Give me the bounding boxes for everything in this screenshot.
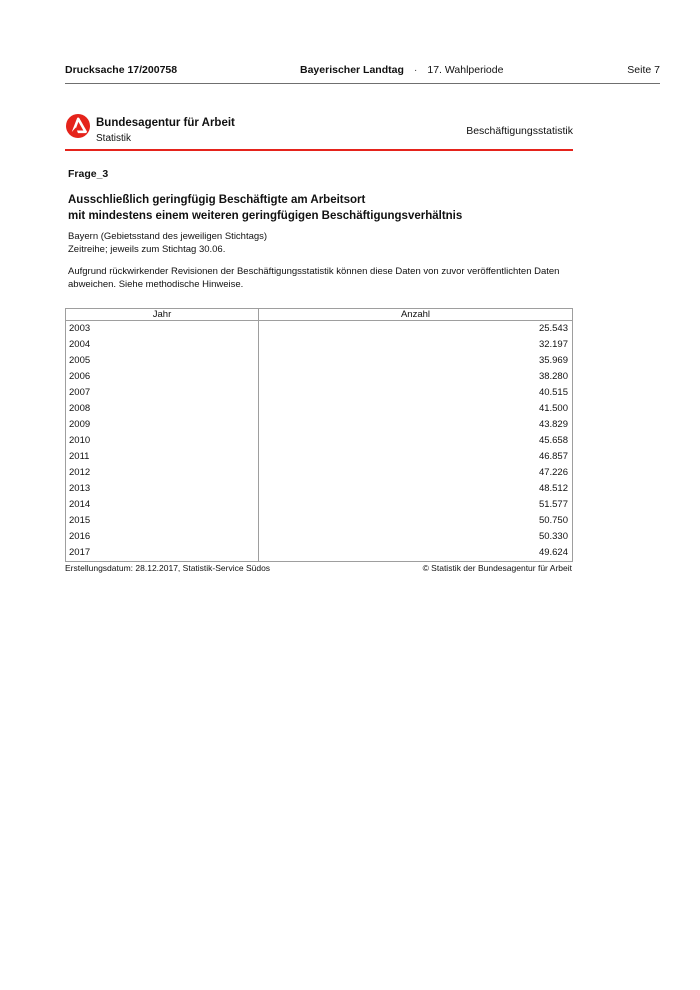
count-cell: 50.750	[538, 515, 568, 526]
agency-subtitle: Statistik	[96, 133, 132, 144]
creation-date-note: Erstellungsdatum: 28.12.2017, Statistik-Service Südos	[65, 563, 271, 573]
year-cell: 2009	[66, 417, 259, 433]
table-row	[66, 433, 573, 449]
column-header-jahr: Jahr	[66, 309, 259, 321]
scope-notes	[68, 230, 267, 256]
count-cell: 49.624	[538, 547, 568, 558]
table-row	[66, 353, 573, 369]
table-row	[66, 449, 573, 465]
year-cell: 2004	[66, 337, 259, 353]
series-note: Zeitreihe; jeweils zum Stichtag 30.06.	[68, 244, 226, 255]
year-cell: 2005	[66, 353, 259, 369]
year-cell: 2014	[66, 497, 259, 513]
year-cell: 2008	[66, 401, 259, 417]
table-row	[66, 401, 573, 417]
count-cell: 25.543	[538, 323, 568, 334]
table-row	[66, 545, 573, 562]
count-cell: 40.515	[538, 387, 568, 398]
report-title-line1: Ausschließlich geringfügig Beschäftigte am Arbeitsort	[68, 194, 366, 206]
legislative-period: 17. Wahlperiode	[427, 64, 504, 76]
year-cell: 2016	[66, 529, 259, 545]
table-header-row	[66, 309, 573, 321]
count-cell: 43.829	[538, 419, 568, 430]
parliament-name: Bayerischer Landtag	[300, 64, 404, 76]
count-cell: 32.197	[538, 339, 568, 350]
count-cell: 38.280	[538, 371, 568, 382]
year-cell: 2017	[66, 545, 259, 562]
table-row	[66, 481, 573, 497]
table-row	[66, 497, 573, 513]
year-cell: 2006	[66, 369, 259, 385]
statistic-type-label: Beschäftigungsstatistik	[466, 125, 573, 137]
table-row	[66, 337, 573, 353]
year-cell: 2010	[66, 433, 259, 449]
table-row	[66, 321, 573, 338]
page-header	[0, 64, 700, 78]
year-count-table	[65, 308, 573, 562]
table-row	[66, 513, 573, 529]
bundesagentur-fuer-arbeit-logo-icon	[66, 114, 90, 138]
page-number-label: Seite 7	[627, 64, 660, 76]
accent-rule	[65, 149, 573, 151]
count-cell: 46.857	[538, 451, 568, 462]
year-cell: 2003	[66, 321, 259, 338]
agency-name: Bundesagentur für Arbeit	[96, 117, 235, 129]
copyright-note: © Statistik der Bundesagentur für Arbeit	[422, 563, 572, 573]
region-note: Bayern (Gebietsstand des jeweiligen Stichtags)	[68, 231, 268, 242]
count-cell: 48.512	[538, 483, 568, 494]
revision-note: Aufgrund rückwirkender Revisionen der Beschäftigungsstatistik können diese Daten von zuvor veröffentlichten Daten abweichen. Siehe methodische Hinweise.	[68, 266, 560, 290]
table-body	[66, 321, 573, 562]
question-label: Frage_3	[68, 168, 109, 180]
count-cell: 41.500	[538, 403, 568, 414]
count-cell: 35.969	[538, 355, 568, 366]
year-cell: 2013	[66, 481, 259, 497]
header-separator-dot: ·	[413, 64, 418, 76]
table-row	[66, 417, 573, 433]
header-rule	[65, 83, 660, 84]
count-cell: 51.577	[538, 499, 568, 510]
table-row	[66, 529, 573, 545]
document-number: Drucksache 17/200758	[65, 64, 178, 76]
count-cell: 47.226	[538, 467, 568, 478]
table-header	[66, 309, 573, 321]
table-row	[66, 465, 573, 481]
column-header-anzahl: Anzahl	[259, 309, 573, 321]
year-cell: 2015	[66, 513, 259, 529]
report-title	[68, 193, 462, 224]
table-row	[66, 369, 573, 385]
parliament-header	[300, 64, 503, 76]
count-cell: 50.330	[538, 531, 568, 542]
year-cell: 2012	[66, 465, 259, 481]
table-row	[66, 385, 573, 401]
report-title-line2: mit mindestens einem weiteren geringfügigen Beschäftigungsverhältnis	[68, 209, 463, 222]
year-cell: 2011	[66, 449, 259, 465]
year-cell: 2007	[66, 385, 259, 401]
agency-header	[65, 112, 573, 154]
count-cell: 45.658	[538, 435, 568, 446]
